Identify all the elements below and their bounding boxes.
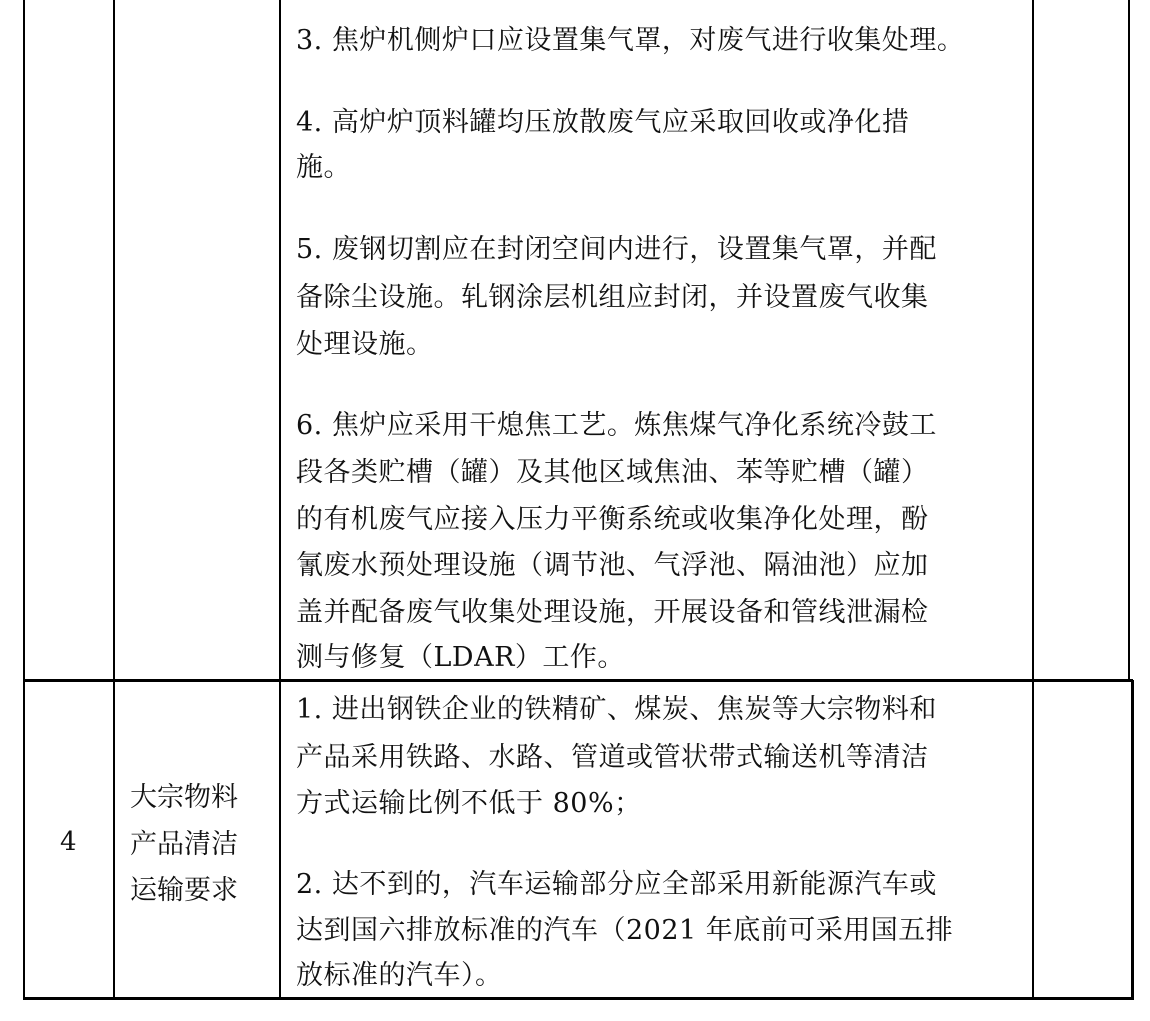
row1-para6-line2: 段各类贮槽（罐）及其他区域焦油、苯等贮槽（罐）: [296, 457, 929, 488]
row1-para4-line2: 施。: [296, 152, 351, 183]
category-line-1: 大宗物料: [130, 782, 238, 813]
col-divider-1: [113, 0, 115, 1000]
row1-para4-line1: 4. 高炉炉顶料罐均压放散废气应采取回收或净化措: [296, 107, 910, 138]
row2-para1-line3: 方式运输比例不低于 80%；: [296, 788, 642, 819]
row2-para1-line1: 1. 进出钢铁企业的铁精矿、煤炭、焦炭等大宗物料和: [296, 694, 937, 725]
row1-para5-line3: 处理设施。: [296, 329, 434, 360]
row2-para1-line2: 产品采用铁路、水路、管道或管状带式输送机等清洁: [296, 742, 929, 773]
row2-para2-line1: 2. 达不到的，汽车运输部分应全部采用新能源汽车或: [296, 869, 937, 900]
category-line-2: 产品清洁: [130, 829, 238, 860]
category-line-3: 运输要求: [130, 875, 238, 906]
col-divider-3: [1032, 0, 1034, 1000]
row1-para5-line2: 备除尘设施。轧钢涂层机组应封闭，并设置废气收集: [296, 282, 929, 313]
row1-para6-line4: 氰废水预处理设施（调节池、气浮池、隔油池）应加: [296, 550, 929, 581]
table-left-border: [23, 0, 25, 1000]
row2-para2-line2: 达到国六排放标准的汽车（2021 年底前可采用国五排: [296, 915, 954, 946]
row1-para6-line1: 6. 焦炉应采用干熄焦工艺。炼焦煤气净化系统冷鼓工: [296, 410, 937, 441]
row1-para5-line1: 5. 废钢切割应在封闭空间内进行，设置集气罩，并配: [296, 234, 937, 265]
table-bottom-border: [23, 997, 1134, 1000]
row1-para6-line6: 测与修复（LDAR）工作。: [296, 642, 625, 673]
row1-para3-line1: 3. 焦炉机侧炉口应设置集气罩，对废气进行收集处理。: [296, 25, 965, 56]
row2-para2-line3: 放标准的汽车）。: [296, 960, 503, 991]
table-right-border-top: [1128, 0, 1130, 680]
row-divider: [23, 679, 1133, 682]
col-divider-2: [279, 0, 281, 1000]
row-index: 4: [60, 827, 77, 857]
row1-para6-line3: 的有机废气应接入压力平衡系统或收集净化处理，酚: [296, 504, 929, 535]
table-right-border: [1131, 680, 1134, 1000]
row1-para6-line5: 盖并配备废气收集处理设施，开展设备和管线泄漏检: [296, 597, 929, 628]
